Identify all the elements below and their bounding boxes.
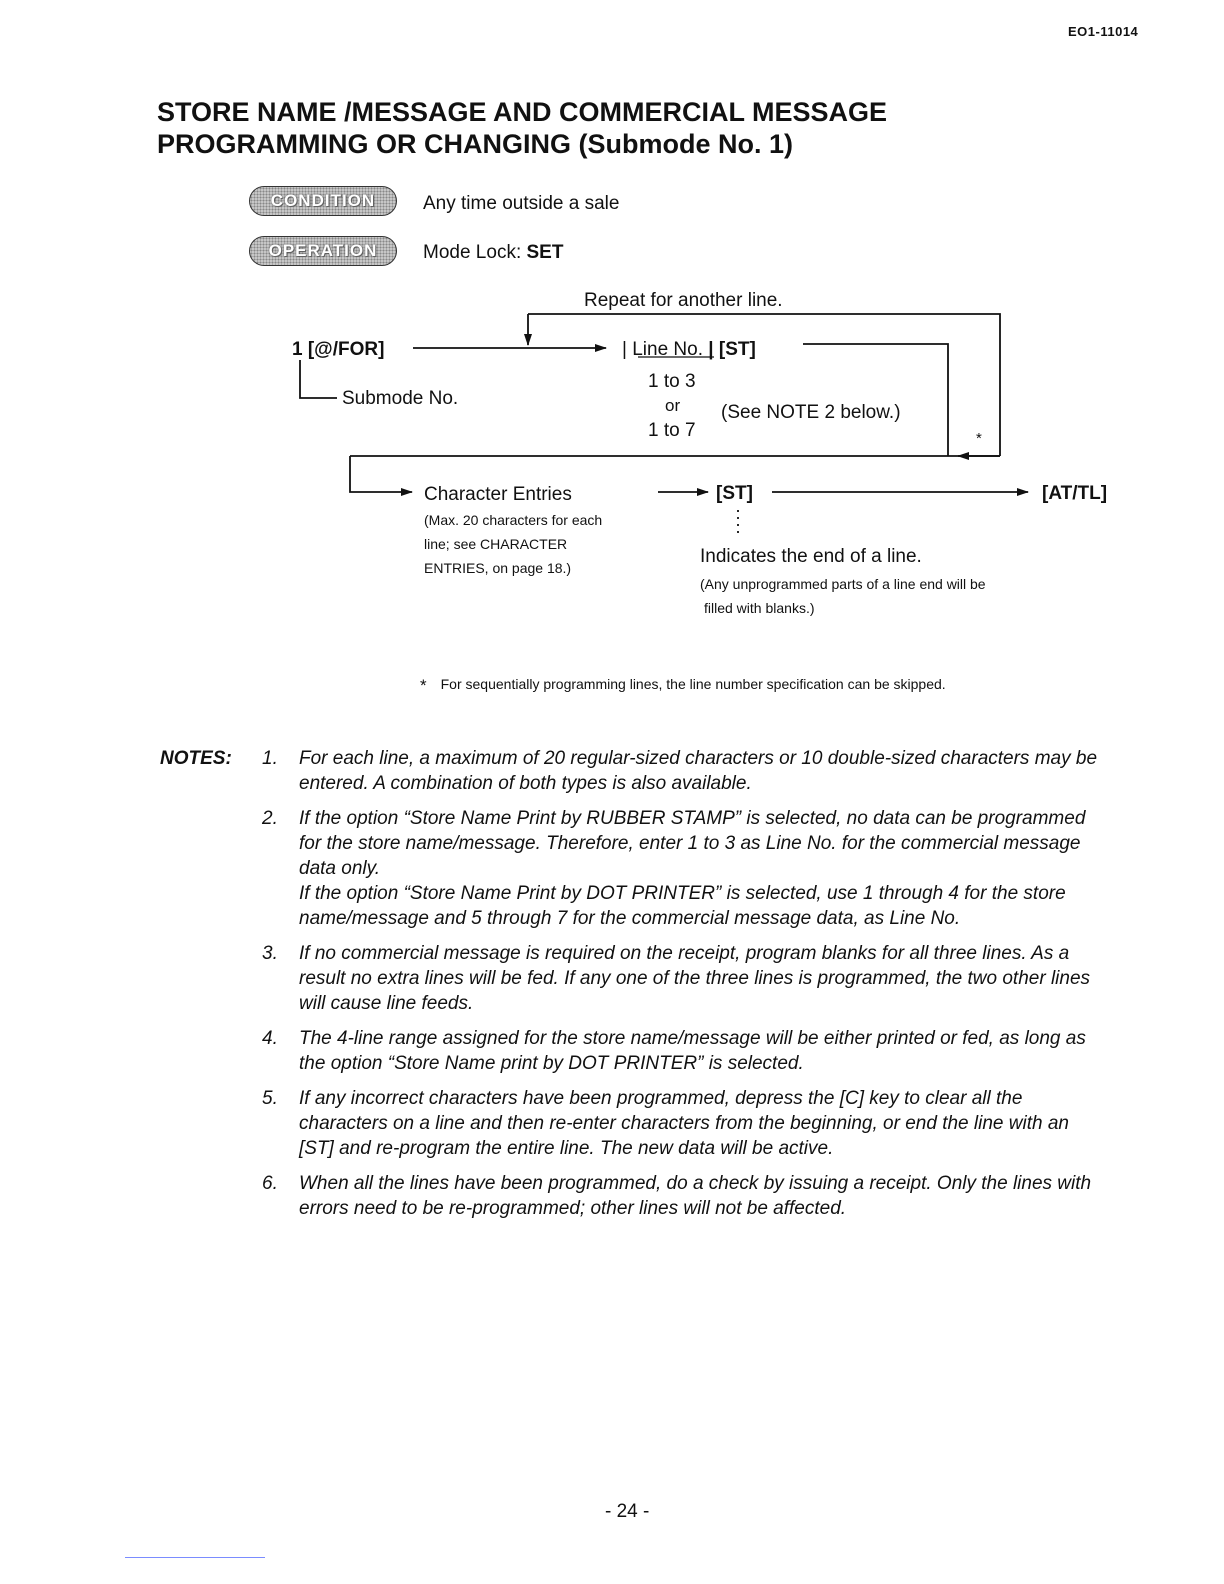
submode-digit: 1 — [292, 339, 303, 360]
line-no-key — [622, 339, 756, 361]
note-text: If any incorrect characters have been programmed, depress the [C] key to clear all the characters on a line and then re-enter characters from the beginning, or end the line with an [ST] and re-program the entire line. The new data will be active. — [299, 1088, 1069, 1159]
operation-mode: SET — [526, 242, 564, 263]
note-number: 6. — [262, 1173, 278, 1194]
end-note-line: filled with blanks.) — [704, 600, 815, 616]
operation-prefix: Mode Lock: — [423, 242, 527, 263]
note-text: If the option “Store Name Print by DOT PRINTER” is selected, use 1 through 4 for the store name/message and 5 through 7 for the commercial message data, as Line No. — [299, 883, 1066, 929]
for-key: [@/FOR] — [302, 339, 385, 360]
note-item — [262, 1086, 1102, 1161]
loop-asterisk: * — [976, 430, 982, 447]
line-no-text: Line No. — [632, 339, 703, 360]
line-st-key: | [ST] — [703, 339, 756, 360]
note-number: 5. — [262, 1088, 278, 1109]
end-of-line-label: Indicates the end of a line. — [700, 546, 922, 567]
footer-rule — [125, 1557, 265, 1558]
end-note-line: (Any unprogrammed parts of a line end will be — [700, 576, 986, 592]
character-entries-note — [424, 508, 602, 580]
footnote — [420, 676, 946, 696]
footnote-mark: * — [420, 676, 427, 695]
note-item — [262, 941, 1102, 1016]
title-line-1: STORE NAME /MESSAGE AND COMMERCIAL MESSAGE — [157, 97, 888, 127]
condition-text: Any time outside a sale — [423, 193, 620, 214]
char-note-line: line; see CHARACTER — [424, 536, 568, 552]
note-number: 1. — [262, 748, 278, 769]
line-no-output-line — [803, 344, 948, 456]
end-of-line-note — [700, 572, 986, 620]
repeat-loop-line — [528, 314, 1000, 456]
operation-badge: OPERATION — [249, 236, 397, 266]
note-text: For each line, a maximum of 20 regular-sized characters or 10 double-sized characters may be entered. A combination of both types is also available. — [299, 748, 1098, 794]
start-key — [292, 339, 384, 361]
note-number: 3. — [262, 943, 278, 964]
character-entries-label: Character Entries — [424, 484, 572, 505]
document-number: EO1-11014 — [1068, 24, 1139, 39]
repeat-label: Repeat for another line. — [584, 290, 783, 311]
note-item — [262, 1171, 1102, 1221]
char-note-line: (Max. 20 characters for each — [424, 512, 603, 528]
note-number: 4. — [262, 1028, 278, 1049]
submode-label: Submode No. — [342, 388, 459, 409]
note-item — [262, 746, 1102, 796]
submode-bracket — [300, 360, 337, 398]
condition-badge: CONDITION — [249, 186, 397, 216]
footnote-text: For sequentially programming lines, the line number specification can be skipped. — [440, 676, 946, 692]
at-tl-key: [AT/TL] — [1042, 483, 1108, 504]
range-1-to-7: 1 to 7 — [648, 420, 696, 441]
line-no-bar-left: | — [622, 339, 633, 360]
range-or: or — [665, 396, 681, 415]
note-text: If the option “Store Name Print by RUBBER STAMP” is selected, no data can be programmed for the store name/message. Therefore, enter 1 to 3 as Line No. for the commercial message data only. — [299, 808, 1086, 879]
range-1-to-3: 1 to 3 — [648, 371, 696, 392]
st-key: [ST] — [716, 483, 753, 504]
notes-label: NOTES: — [160, 748, 232, 769]
note-text: When all the lines have been programmed, do a check by issuing a receipt. Only the lines with errors need to be re-programmed; other lines will not be affected. — [299, 1173, 1092, 1219]
page-number: - 24 - — [605, 1501, 650, 1522]
notes-list — [262, 746, 1102, 1231]
note-number: 2. — [262, 808, 278, 829]
note-text: If no commercial message is required on the receipt, program blanks for all three lines. As a result no extra lines will be fed. If any one of the three lines is programmed, the two other lines will cause line feeds. — [299, 943, 1091, 1014]
note-item — [262, 1026, 1102, 1076]
note-text: The 4-line range assigned for the store name/message will be either printed or fed, as long as the option “Store Name print by DOT PRINTER” is selected. — [299, 1028, 1086, 1074]
char-note-line: ENTRIES, on page 18.) — [424, 560, 572, 576]
note-item — [262, 806, 1102, 931]
see-note-label: (See NOTE 2 below.) — [721, 402, 901, 423]
char-entries-arrow — [350, 456, 412, 492]
title-line-2: PROGRAMMING OR CHANGING (Submode No. 1) — [157, 129, 793, 159]
